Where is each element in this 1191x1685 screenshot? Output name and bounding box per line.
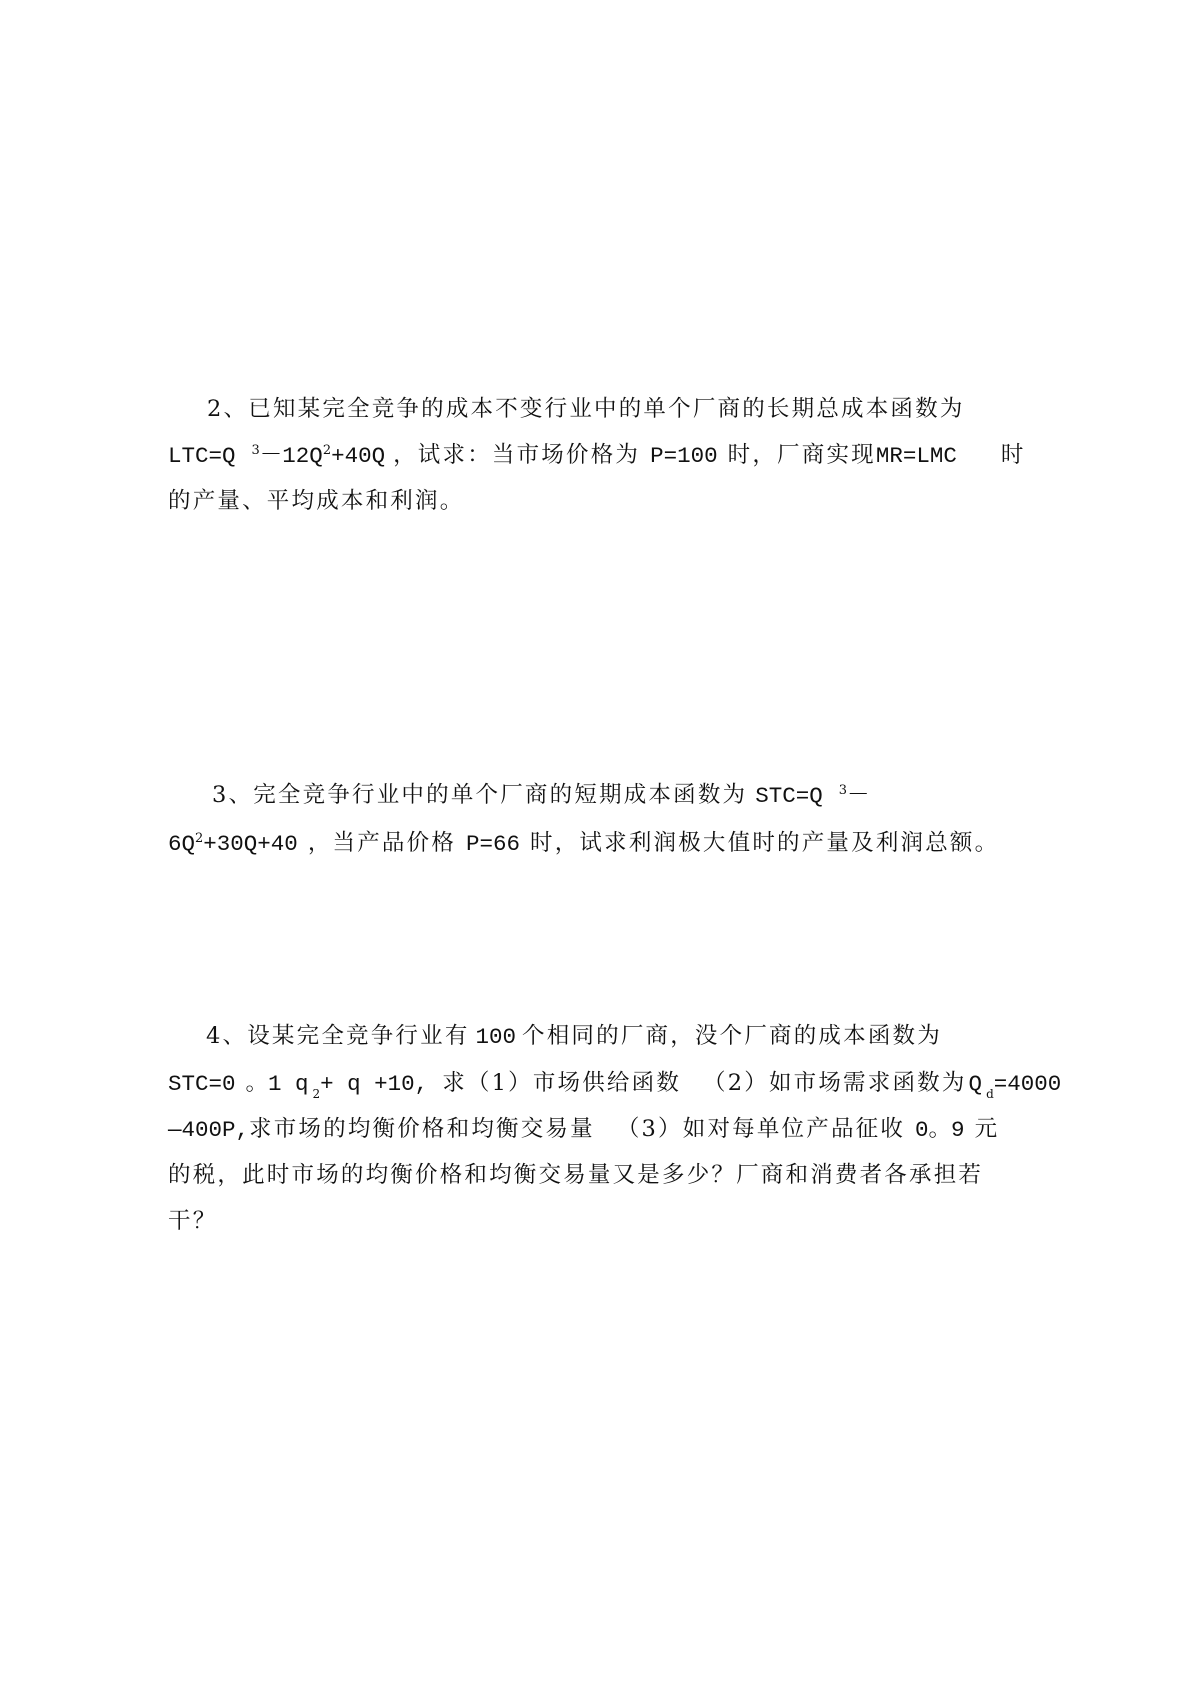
formula-part: + q +10, <box>320 1071 429 1097</box>
q4-text-2: 个相同的厂商，没个厂商的成本函数为 <box>522 1023 942 1049</box>
exponent: 2 <box>322 443 332 458</box>
q2-text-3: 时，厂商实现 <box>727 442 876 468</box>
q2-line-2 <box>168 440 1026 474</box>
q3-text-3: 时，试求利润极大值时的产量及利润总额。 <box>530 830 1000 856</box>
formula-part: － <box>847 782 872 808</box>
formula-part: 。1 q <box>245 1071 309 1097</box>
q4-text-3: 求（1）市场供给函数 <box>442 1070 682 1096</box>
formula-part: =4000 <box>993 1071 1062 1097</box>
q4-text-5: 求市场的均衡价格和均衡交易量 <box>249 1116 595 1142</box>
q3-text-1: 3、完全竞争行业中的单个厂商的短期成本函数为 <box>212 782 748 808</box>
q2-text-4: 时 <box>1000 442 1026 468</box>
subscript: 2 <box>312 1087 321 1101</box>
formula-part: 6Q <box>168 831 196 857</box>
q2-line-3 <box>168 486 464 516</box>
stc-formula: STC=Q <box>755 783 823 809</box>
subscript: d <box>986 1087 994 1101</box>
q4-text-1: 4、设某完全竞争行业有 <box>206 1023 470 1049</box>
q4-text-7: 元 <box>974 1116 1000 1142</box>
q4-line-3 <box>168 1114 999 1145</box>
q2-text-1: 2、已知某完全竞争的成本不变行业中的单个厂商的长期总成本函数为 <box>207 396 965 422</box>
q4-text-9: 干？ <box>168 1208 218 1234</box>
q4-text-8: 的税，此时市场的均衡价格和均衡交易量又是多少？厂商和消费者各承担若 <box>168 1162 984 1188</box>
q3-line-1 <box>212 780 872 814</box>
firm-count: 100 <box>475 1024 517 1050</box>
q4-text-4: （2）如市场需求函数为 <box>703 1070 967 1096</box>
tax-value: 0。9 <box>915 1117 965 1143</box>
q4-line-2 <box>168 1068 1061 1101</box>
price-value: P=100 <box>650 443 718 469</box>
formula-part: +40Q <box>331 443 386 469</box>
mr-lmc: MR=LMC <box>875 443 957 469</box>
q3-text-2: ，当产品价格 <box>307 830 457 856</box>
q4-line-4 <box>168 1160 983 1190</box>
formula-part: +30Q+40 <box>203 831 298 857</box>
formula-part: －12Q <box>259 443 323 469</box>
q3-line-2 <box>168 828 999 862</box>
q4-line-1 <box>206 1021 942 1052</box>
q2-line-1 <box>207 394 965 424</box>
formula-part: —400P, <box>168 1117 250 1143</box>
exponent: 2 <box>195 831 204 846</box>
q4-text-6: （3）如对每单位产品征收 <box>616 1116 906 1142</box>
ltc-formula: LTC=Q <box>168 443 236 469</box>
exponent: 3 <box>838 783 848 798</box>
exponent: 3 <box>251 443 260 458</box>
q2-text-2: ，试求：当市场价格为 <box>393 442 641 468</box>
q4-line-5 <box>168 1206 217 1236</box>
stc-formula: STC=0 <box>168 1071 236 1097</box>
q2-text-5: 的产量、平均成本和利润。 <box>168 488 465 514</box>
price-value: P=66 <box>466 831 521 857</box>
demand-q: Q <box>968 1071 983 1097</box>
